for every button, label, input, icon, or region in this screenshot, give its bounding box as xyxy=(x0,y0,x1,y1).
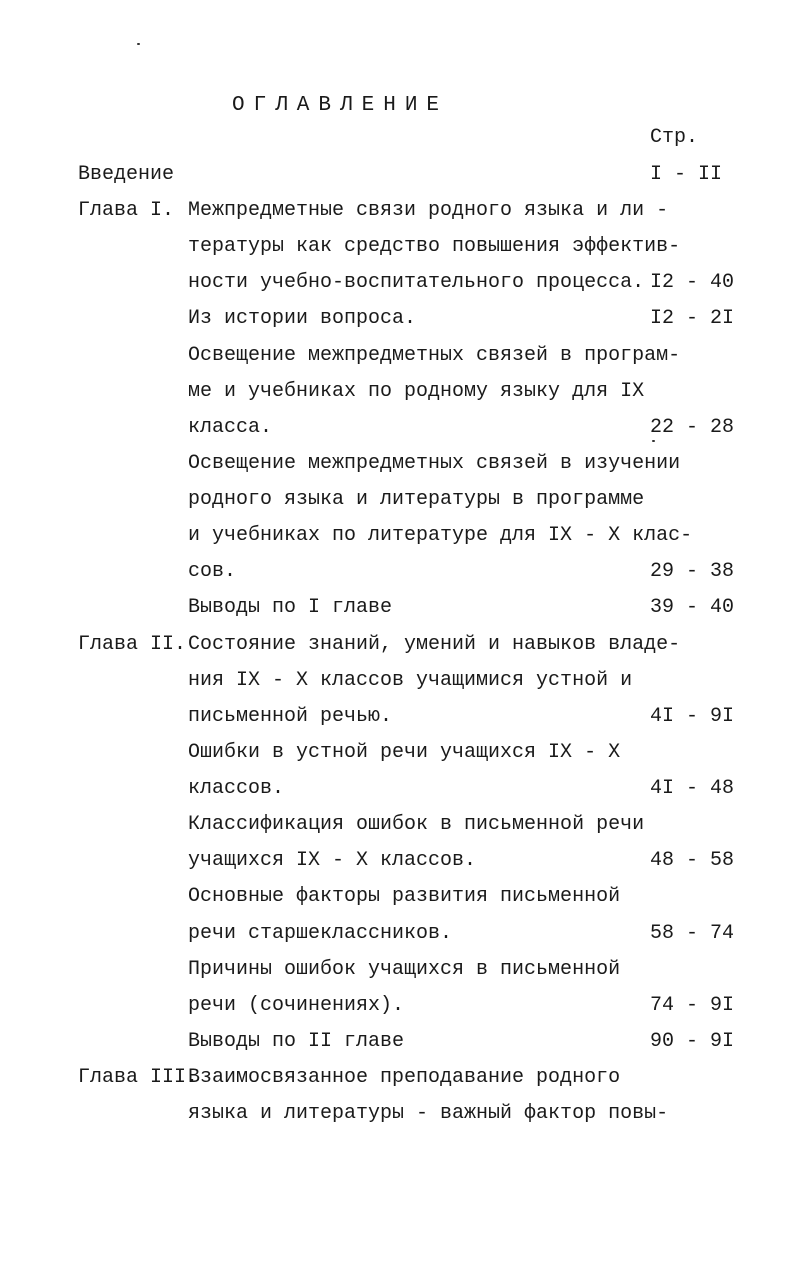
toc-line-pages: I2 - 40 xyxy=(650,271,735,294)
toc-line-text: Из истории вопроса. xyxy=(188,307,417,330)
toc-line-text: класса. xyxy=(188,416,273,439)
toc-line-text: учащихся IX - X классов. xyxy=(188,849,477,872)
toc-line-text: родного языка и литературы в программе xyxy=(188,488,645,511)
toc-line-text: Причины ошибок учащихся в письменной xyxy=(188,958,621,981)
toc-line-pages: 90 - 9I xyxy=(650,1030,735,1053)
toc-line-text: ности учебно-воспитательного процесса. xyxy=(188,271,645,294)
toc-line-text: ния IX - X классов учащимися устной и xyxy=(188,669,633,692)
toc-line-text: и учебниках по литературе для IX - X клас- xyxy=(188,524,693,547)
toc-line-text: ме и учебниках по родному языку для IX xyxy=(188,380,645,403)
toc-line-text: речи старшеклассников. xyxy=(188,922,453,945)
toc-line-label: Глава I. xyxy=(78,199,175,222)
toc-line-pages: 74 - 9I xyxy=(650,994,735,1017)
toc-line-pages: 22 - 28 xyxy=(650,416,735,439)
toc-line-label: Введение xyxy=(78,163,175,186)
toc-line-text: речи (сочинениях). xyxy=(188,994,405,1017)
toc-line-pages: 58 - 74 xyxy=(650,922,735,945)
toc-line-label: Глава III. xyxy=(78,1066,199,1089)
scan-speck xyxy=(137,43,140,45)
toc-line-pages: 29 - 38 xyxy=(650,560,735,583)
toc-line-pages: 39 - 40 xyxy=(650,596,735,619)
toc-line-pages: I - II xyxy=(650,163,723,186)
page-title: ОГЛАВЛЕНИЕ xyxy=(232,94,449,117)
toc-line-pages: I2 - 2I xyxy=(650,307,735,330)
toc-line-text: Выводы по I главе xyxy=(188,596,393,619)
toc-line-label: Глава II. xyxy=(78,633,187,656)
toc-line-pages: 48 - 58 xyxy=(650,849,735,872)
toc-line-text: Выводы по II главе xyxy=(188,1030,405,1053)
toc-line-text: классов. xyxy=(188,777,285,800)
toc-line-pages: 4I - 9I xyxy=(650,705,735,728)
pages-column-header: Стр. xyxy=(650,126,699,149)
toc-line-text: языка и литературы - важный фактор повы- xyxy=(188,1102,669,1125)
toc-line-text: Классификация ошибок в письменной речи xyxy=(188,813,645,836)
toc-line-text: Освещение межпредметных связей в изучении xyxy=(188,452,681,475)
toc-line-text: Состояние знаний, умений и навыков владе- xyxy=(188,633,681,656)
toc-line-text: Ошибки в устной речи учащихся IX - X xyxy=(188,741,621,764)
toc-line-text: Основные факторы развития письменной xyxy=(188,885,621,908)
toc-line-text: Взаимосвязанное преподавание родного xyxy=(188,1066,621,1089)
toc-line-text: Освещение межпредметных связей в програм- xyxy=(188,344,681,367)
toc-line-text: тературы как средство повышения эффектив- xyxy=(188,235,681,258)
toc-line-text: сов. xyxy=(188,560,237,583)
toc-line-text: Межпредметные связи родного языка и ли - xyxy=(188,199,669,222)
toc-line-pages: 4I - 48 xyxy=(650,777,735,800)
toc-line-text: письменной речью. xyxy=(188,705,393,728)
